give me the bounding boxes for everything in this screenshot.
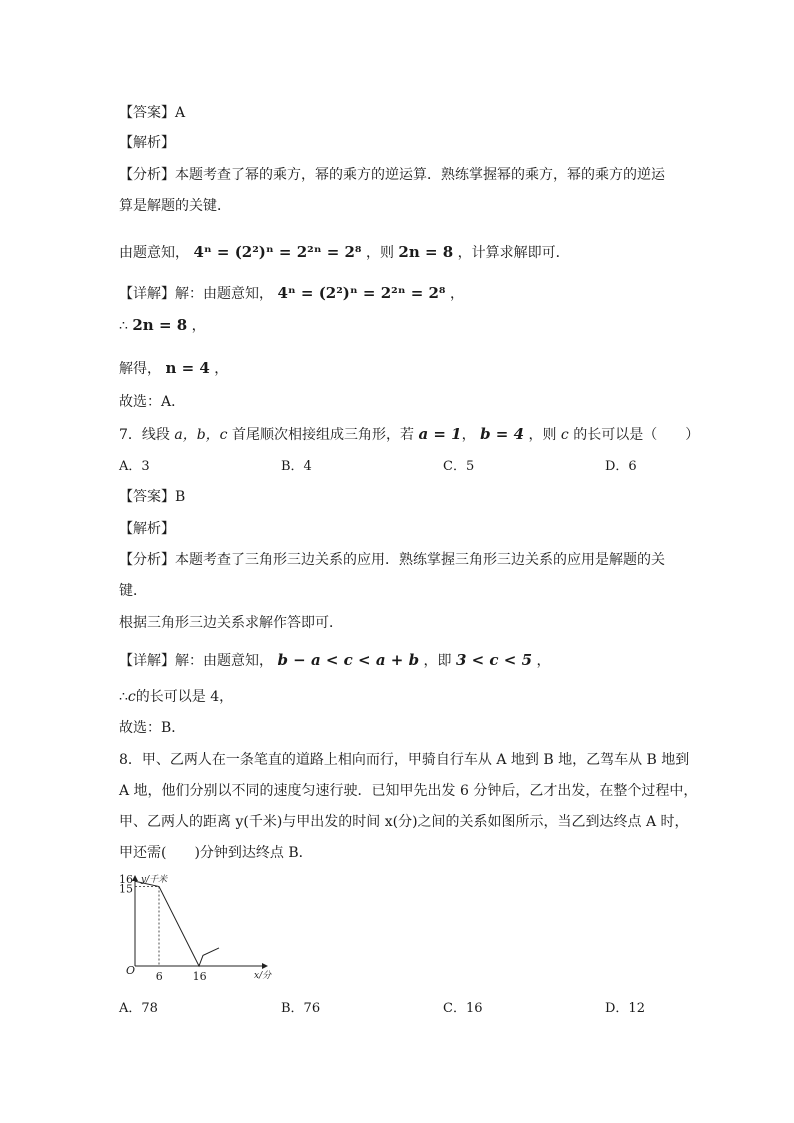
q7-analysis-line-1: 【分析】本题考查了三角形三边关系的应用．熟练掌握三角形三边关系的应用是解题的关 [119,552,665,568]
q7-option-a: A．3 [119,459,150,474]
q6-analysis-line-2: 算是解题的关键． [119,198,231,214]
q7-stem-vars: a，b，c [174,427,228,443]
q7-stem-suffix: ，则 [528,427,557,443]
q7-option-d: D．6 [605,459,637,474]
x-tick-label-6: 6 [155,970,163,983]
q6-therefore-suffix: ， [191,318,206,334]
q6-reasoning-suffix: ，计算求解即可． [457,245,570,261]
q6-reasoning [119,242,570,263]
q8-option-d: D．12 [605,1001,645,1016]
q7-detail-suffix: ， [536,653,551,669]
q8-option-a: A．78 [119,1001,158,1016]
q6-detail [119,283,464,304]
q7-detail [119,650,550,671]
q7-analysis-heading: 【解析】 [119,521,175,537]
q6-reasoning-formula: 4ⁿ = (2²)ⁿ = 2²ⁿ = 2⁸ [193,243,362,261]
q7-therefore [119,687,233,707]
q6-choose: 故选：A． [119,394,186,410]
q6-reasoning-formula-2: 2n = 8 [398,243,454,261]
q6-reasoning-mid: ，则 [365,245,394,261]
x-tick-label-16: 16 [192,970,207,983]
q8-stem-line-2: A 地，他们分别以不同的速度匀速行驶．已知甲先出发 6 分钟后，乙才出发，在整个过程中， [119,783,698,799]
q7-stem-math-a: a = 1 [418,425,462,443]
q7-detail-mid: ，即 [423,653,452,669]
q7-therefore-rest: 的长可以是 4， [135,689,234,705]
q6-reasoning-prefix: 由题意知， [119,245,189,261]
q7-choose: 故选：B． [119,720,186,736]
distance-time-graph [117,870,287,985]
q6-detail-formula: 4ⁿ = (2²)ⁿ = 2²ⁿ = 2⁸ [277,284,446,302]
q7-stem-prefix: 7．线段 [119,427,170,443]
origin-label: O [126,964,136,977]
q7-answer: 【答案】B [119,489,186,505]
q7-detail-formula-2: 3 < c < 5 [455,651,533,669]
series-line-distance [135,881,219,966]
q7-stem-c: c [560,427,569,443]
x-axis-label: x/分 [254,971,272,981]
q7-stem-mid: 首尾顺次相接组成三角形，若 [231,427,414,443]
q7-stem-comma: ， [461,427,476,443]
y-tick-label-15: 15 [119,882,133,896]
q8-stem-line-4: 甲还需( )分钟到达终点 B． [119,845,313,861]
q7-stem-math-b: b = 4 [480,425,525,443]
q6-solve-formula: n = 4 [165,359,210,377]
q6-therefore-formula: 2n = 8 [132,316,188,334]
q7-stem [119,424,699,445]
y-axis-label: y/千米 [141,875,168,885]
q6-solve-suffix: ， [214,361,229,377]
q7-detail-formula: b − a < c < a + b [277,651,420,669]
q6-solve-prefix: 解得， [119,361,161,377]
q7-method: 根据三角形三边关系求解作答即可． [119,615,343,631]
q8-option-b: B．76 [281,1001,321,1016]
q6-therefore [119,315,206,336]
q7-detail-prefix: 【详解】解：由题意知， [119,653,273,669]
therefore-symbol: ∴ [119,689,128,705]
q7-therefore-c: c [127,689,136,705]
q6-answer: 【答案】A [119,105,186,121]
therefore-symbol: ∴ [119,318,128,334]
y-tick-label-16: 16 [119,873,133,887]
q7-analysis-line-2: 键． [119,583,147,599]
q6-detail-suffix: ， [449,286,464,302]
q8-stem-line-3: 甲、乙两人的距离 y(千米)与甲出发的时间 x(分)之间的关系如图所示，当乙到达终点 A 时， [119,814,689,830]
q6-detail-prefix: 【详解】解：由题意知， [119,286,273,302]
q7-option-b: B．4 [281,459,312,474]
q7-option-c: C．5 [443,459,475,474]
q8-stem-line-1: 8．甲、乙两人在一条笔直的道路上相向而行，甲骑自行车从 A 地到 B 地，乙驾车从 B 地到 [119,752,690,768]
q6-solve [119,358,228,379]
q6-analysis-line-1: 【分析】本题考查了幂的乘方，幂的乘方的逆运算．熟练掌握幂的乘方，幂的乘方的逆运 [119,167,665,183]
q8-option-c: C．16 [443,1001,483,1016]
q6-analysis-heading: 【解析】 [119,135,175,151]
q7-stem-end: 的长可以是（ ） [573,427,700,443]
